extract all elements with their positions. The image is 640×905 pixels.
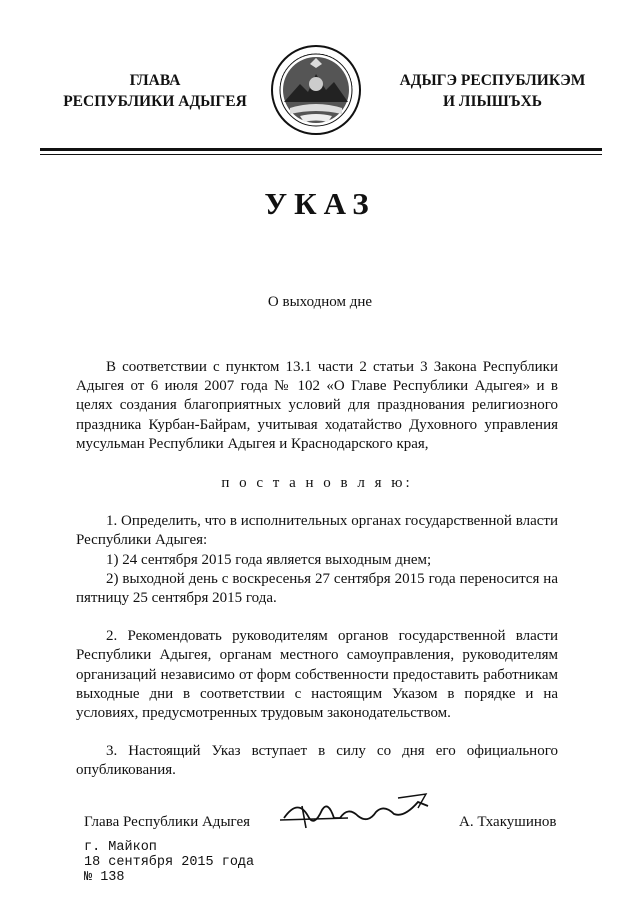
- header-left-line1: ГЛАВА: [129, 72, 181, 89]
- resolve-word: п о с т а н о в л я ю:: [221, 475, 413, 492]
- item-3: 3. Настоящий Указ вступает в силу со дня его официального опубликования.: [76, 743, 558, 779]
- decree-body: [76, 358, 558, 781]
- header-right-line1: АДЫГЭ РЕСПУБЛИКЭМ: [399, 72, 586, 89]
- preamble-paragraph: В соответствии с пунктом 13.1 части 2 статьи 3 Закона Республики Адыгея от 6 июля 2007 года № 102 «О Главе Республики Адыгея» и в целях создания благоприятных условий для празднования религиозного праздника Курбан-Байрам, учитывая ходатайство Духовного управления мусульман Республики Адыгея и Краснодарского края,: [76, 359, 558, 452]
- signatory-position: Глава Республики Адыгея: [84, 814, 251, 830]
- item-1-sub-2: 2) выходной день с воскресенья 27 сентября 2015 года переносится на пятницу 25 сентября 2015 года.: [76, 570, 558, 607]
- item-1-sub-1: 1) 24 сентября 2015 года является выходным днем;: [106, 551, 432, 568]
- handwritten-signature-icon: [278, 788, 438, 836]
- document-type-title: УКАЗ: [264, 186, 376, 221]
- signatory-name: А. Тхакушинов: [459, 814, 557, 830]
- footer-number: № 138: [84, 870, 125, 885]
- header-divider-thick: [40, 148, 602, 151]
- header-right-title: [385, 70, 600, 112]
- footer-date: 18 сентября 2015 года: [84, 855, 255, 870]
- header-left-line2: РЕСПУБЛИКИ АДЫГЕЯ: [63, 93, 247, 110]
- header-right-line2: И ЛІЫШЪХЬ: [442, 93, 543, 110]
- header-left-title: [34, 70, 276, 112]
- footer-city: г. Майкоп: [84, 840, 157, 855]
- coat-of-arms-icon: [270, 44, 362, 136]
- registration-stamp: [84, 840, 254, 885]
- item-1: 1. Определить, что в исполнительных органах государственной власти Республики Адыгея:: [76, 513, 558, 549]
- header-divider-thin: [40, 154, 602, 155]
- item-2: 2. Рекомендовать руководителям органов государственной власти Республики Адыгея, органам местного самоуправления, руководителям организаций независимо от форм собственности предоставить работникам выходные дни в соответствии с настоящим Указом в порядке и на условиях, предусмотренных трудовым законодательством.: [76, 628, 558, 722]
- document-subject: О выходном дне: [267, 294, 373, 310]
